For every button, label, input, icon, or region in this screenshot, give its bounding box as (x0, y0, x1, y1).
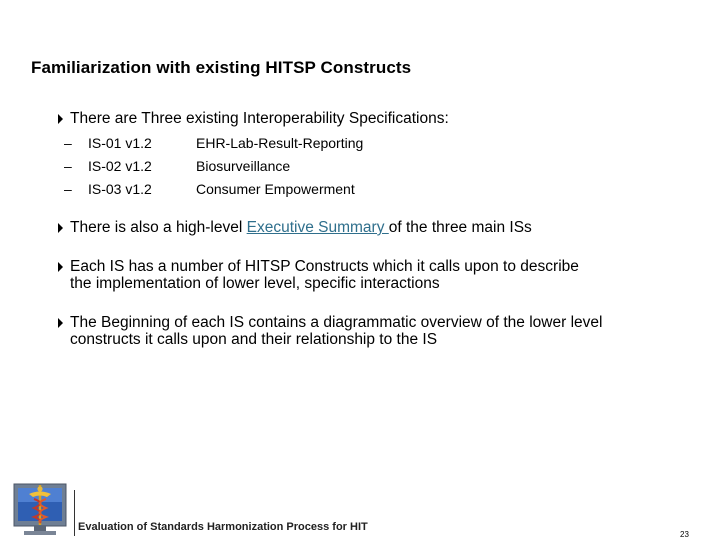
spec-code: IS-02 v1.2 (88, 158, 152, 174)
executive-summary-link[interactable]: Executive Summary (246, 219, 389, 236)
triangle-bullet-icon (58, 318, 63, 328)
bullet-text-line2: constructs it calls upon and their relationship to the IS (70, 331, 438, 348)
spec-code: IS-03 v1.2 (88, 181, 152, 197)
spec-description: Consumer Empowerment (196, 181, 355, 197)
bullet-text-line2: the implementation of lower level, specific interactions (70, 275, 440, 292)
bullet-interoperability-specs (58, 110, 449, 127)
bullet-executive-summary (58, 219, 532, 236)
bullet-diagrammatic-overview (58, 314, 602, 348)
triangle-bullet-icon (58, 114, 63, 124)
footer-divider (74, 490, 75, 536)
spec-description: EHR-Lab-Result-Reporting (196, 135, 364, 151)
triangle-bullet-icon (58, 223, 63, 233)
page-number: 23 (680, 530, 689, 539)
dash-bullet: – (64, 181, 72, 197)
slide-title: Familiarization with existing HITSP Constructs (31, 58, 412, 77)
bullet-text-line1: The Beginning of each IS contains a diagrammatic overview of the lower level (70, 314, 603, 331)
spec-code: IS-01 v1.2 (88, 135, 152, 151)
dash-bullet: – (64, 158, 72, 174)
dash-bullet: – (64, 135, 72, 151)
triangle-bullet-icon (58, 262, 63, 272)
footer-title: Evaluation of Standards Harmonization Process for HIT (78, 521, 368, 533)
bullet-text-after: of the three main ISs (388, 219, 532, 236)
bullet-hitsp-constructs (58, 258, 579, 292)
caduceus-monitor-icon (12, 481, 70, 537)
spec-description: Biosurveillance (196, 158, 291, 174)
bullet-text-before: There is also a high-level (70, 219, 247, 236)
bullet-text: There are Three existing Interoperability Specifications: (70, 110, 449, 127)
bullet-text-line1: Each IS has a number of HITSP Constructs which it calls upon to describe (70, 258, 579, 275)
